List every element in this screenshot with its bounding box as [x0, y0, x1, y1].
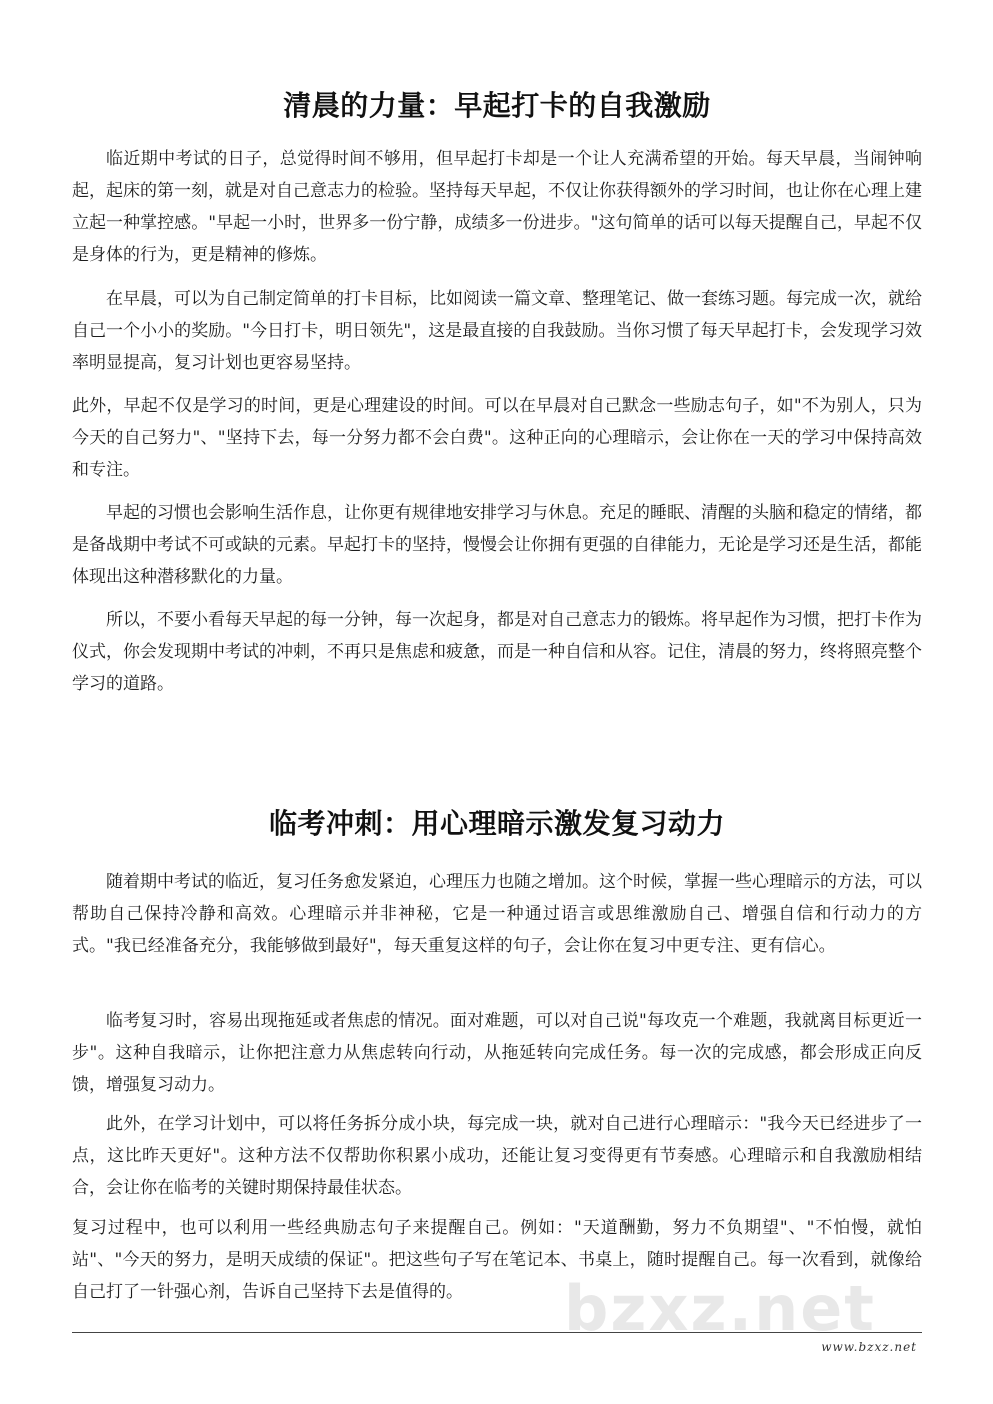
- section-title-exam-sprint: 临考冲刺：用心理暗示激发复习动力: [268, 807, 725, 840]
- paragraph: 所以，不要小看每天早起的每一分钟，每一次起身，都是对自己意志力的锻炼。将早起作为习惯，把打卡作为仪式，你会发现期中考试的冲刺，不再只是焦虑和疲惫，而是一种自信和从容。记住，清晨的努力，终将照亮整个学习的道路。: [72, 610, 922, 694]
- paragraph: 此外，在学习计划中，可以将任务拆分成小块，每完成一块，就对自己进行心理暗示："我今天已经进步了一点，这比昨天更好"。这种方法不仅帮助你积累小成功，还能让复习变得更有节奏感。心理暗示和自我激励相结合，会让你在临考的关键时期保持最佳状态。: [72, 1114, 922, 1198]
- footer-divider: [72, 1332, 922, 1333]
- section-title-morning-power: 清晨的力量：早起打卡的自我激励: [283, 89, 711, 122]
- paragraph: 复习过程中，也可以利用一些经典励志句子来提醒自己。例如："天道酬勤，努力不负期望"、"不怕慢，就怕站"、"今天的努力，是明天成绩的保证"。把这些句子写在笔记本、书桌上，随时提醒自己。每一次看到，就像给自己打了一针强心剂，告诉自己坚持下去是值得的。: [72, 1218, 922, 1302]
- paragraph: 随着期中考试的临近，复习任务愈发紧迫，心理压力也随之增加。这个时候，掌握一些心理暗示的方法，可以帮助自己保持冷静和高效。心理暗示并非神秘，它是一种通过语言或思维激励自己、增强自信和行动力的方式。"我已经准备充分，我能够做到最好"，每天重复这样的句子，会让你在复习中更专注、更有信心。: [72, 872, 922, 956]
- paragraph: 临考复习时，容易出现拖延或者焦虑的情况。面对难题，可以对自己说"每攻克一个难题，我就离目标更近一步"。这种自我暗示，让你把注意力从焦虑转向行动，从拖延转向完成任务。每一次的完成感，都会形成正向反馈，增强复习动力。: [72, 1011, 922, 1095]
- paragraph: 临近期中考试的日子，总觉得时间不够用，但早起打卡却是一个让人充满希望的开始。每天早晨，当闹钟响起，起床的第一刻，就是对自己意志力的检验。坚持每天早起，不仅让你获得额外的学习时间，也让你在心理上建立起一种掌控感。"早起一小时，世界多一份宁静，成绩多一份进步。"这句简单的话可以每天提醒自己，早起不仅是身体的行为，更是精神的修炼。: [72, 149, 922, 265]
- paragraph: 早起的习惯也会影响生活作息，让你更有规律地安排学习与休息。充足的睡眠、清醒的头脑和稳定的情绪，都是备战期中考试不可或缺的元素。早起打卡的坚持，慢慢会让你拥有更强的自律能力，无论是学习还是生活，都能体现出这种潜移默化的力量。: [72, 503, 922, 587]
- paragraph: 此外，早起不仅是学习的时间，更是心理建设的时间。可以在早晨对自己默念一些励志句子，如"不为别人，只为今天的自己努力"、"坚持下去，每一分努力都不会白费"。这种正向的心理暗示，会让你在一天的学习中保持高效和专注。: [72, 396, 922, 480]
- document-page: [72, 0, 922, 1404]
- paragraph: 在早晨，可以为自己制定简单的打卡目标，比如阅读一篇文章、整理笔记、做一套练习题。每完成一次，就给自己一个小小的奖励。"今日打卡，明日领先"，这是最直接的自我鼓励。当你习惯了每天早起打卡，会发现学习效率明显提高，复习计划也更容易坚持。: [72, 289, 922, 373]
- footer-site-url: www.bzxz.net: [821, 1340, 917, 1354]
- watermark-logo: bzxz.net: [564, 1272, 876, 1345]
